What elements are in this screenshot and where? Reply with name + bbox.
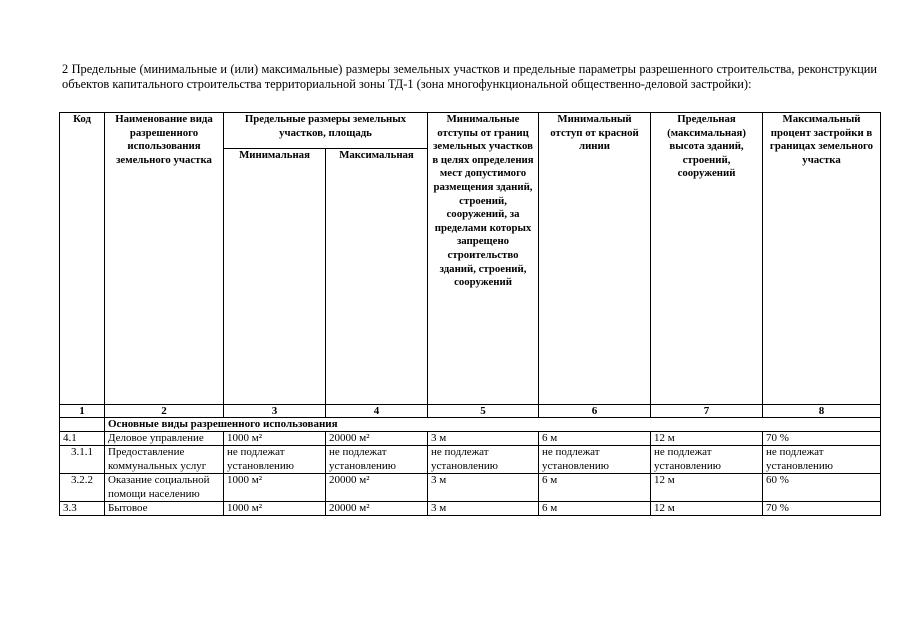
row-red-line: 6 м <box>539 502 651 516</box>
row-coverage: 60 % <box>763 474 881 502</box>
row-min-area: 1000 м² <box>224 474 326 502</box>
header-coverage: Максимальный процент застройки в границах земельного участка <box>763 113 881 405</box>
row-code: 3.1.1 <box>60 446 105 474</box>
row-code: 3.3 <box>60 502 105 516</box>
row-setback: 3 м <box>428 474 539 502</box>
header-setback: Минимальные отступы от границ земельных участков в целях определения мест допустимого размещения зданий, строений, сооружений, за пределами которых запрещено строительство зданий, строений, сооружений <box>428 113 539 405</box>
row-coverage: 70 % <box>763 502 881 516</box>
header-red-line: Минимальный отступ от красной линии <box>539 113 651 405</box>
header-name: Наименование вида разрешенного использования земельного участка <box>105 113 224 405</box>
column-number: 2 <box>105 405 224 418</box>
group-title: Основные виды разрешенного использования <box>105 418 881 432</box>
header-size-group: Предельные размеры земельных участков, площадь <box>224 113 428 149</box>
row-max-area: не подлежат установлению <box>326 446 428 474</box>
row-height: 12 м <box>651 474 763 502</box>
row-setback: не подлежат установлению <box>428 446 539 474</box>
row-max-area: 20000 м² <box>326 502 428 516</box>
column-number-row <box>60 405 881 418</box>
table-row <box>60 502 881 516</box>
header-size-max: Максимальная <box>326 149 428 405</box>
intro-paragraph: 2 Предельные (минимальные и (или) максимальные) размеры земельных участков и предельные параметры разрешенного строительства, реконструкции объектов капитального строительства территориальной зоны ТД-1 (зона многофункциональной общественно-деловой застройки): <box>62 62 877 92</box>
row-height: не подлежат установлению <box>651 446 763 474</box>
row-height: 12 м <box>651 432 763 446</box>
column-number: 7 <box>651 405 763 418</box>
row-code: 3.2.2 <box>60 474 105 502</box>
row-min-area: не подлежат установлению <box>224 446 326 474</box>
column-number: 4 <box>326 405 428 418</box>
column-number: 6 <box>539 405 651 418</box>
row-max-area: 20000 м² <box>326 432 428 446</box>
land-parameters-table <box>59 112 881 516</box>
group-row <box>60 418 881 432</box>
row-height: 12 м <box>651 502 763 516</box>
column-number: 3 <box>224 405 326 418</box>
row-red-line: 6 м <box>539 474 651 502</box>
row-setback: 3 м <box>428 432 539 446</box>
row-name: Бытовое <box>105 502 224 516</box>
column-number: 5 <box>428 405 539 418</box>
row-name: Деловое управление <box>105 432 224 446</box>
table-row <box>60 474 881 502</box>
table-row <box>60 446 881 474</box>
row-red-line: 6 м <box>539 432 651 446</box>
column-number: 8 <box>763 405 881 418</box>
row-min-area: 1000 м² <box>224 502 326 516</box>
row-max-area: 20000 м² <box>326 474 428 502</box>
group-code-cell <box>60 418 105 432</box>
row-code: 4.1 <box>60 432 105 446</box>
header-height: Предельная (максимальная) высота зданий, строений, сооружений <box>651 113 763 405</box>
row-name: Оказание социальной помощи населению <box>105 474 224 502</box>
column-number: 1 <box>60 405 105 418</box>
row-coverage: не подлежат установлению <box>763 446 881 474</box>
header-code: Код <box>60 113 105 405</box>
row-setback: 3 м <box>428 502 539 516</box>
row-coverage: 70 % <box>763 432 881 446</box>
header-size-min: Минимальная <box>224 149 326 405</box>
row-name: Предоставление коммунальных услуг <box>105 446 224 474</box>
row-red-line: не подлежат установлению <box>539 446 651 474</box>
table-row <box>60 432 881 446</box>
row-min-area: 1000 м² <box>224 432 326 446</box>
